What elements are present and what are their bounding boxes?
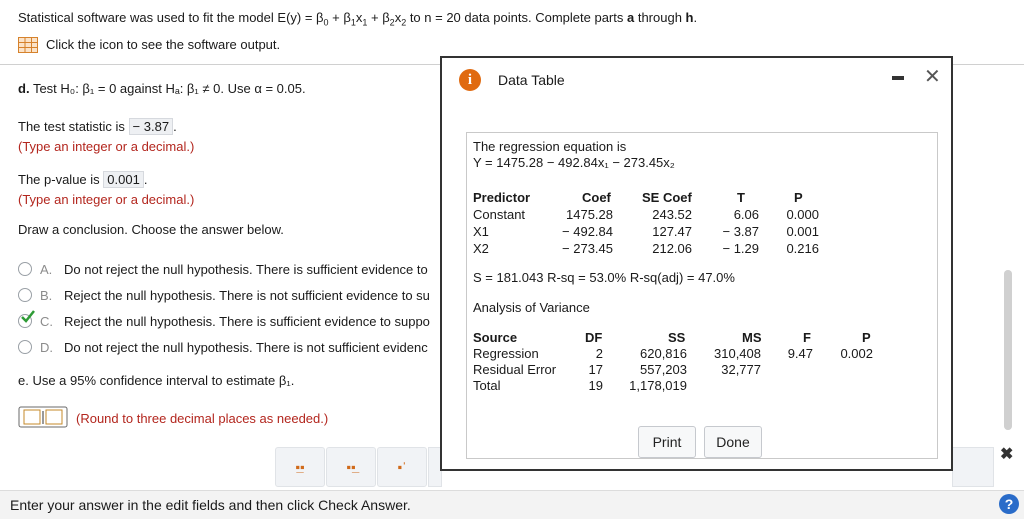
test-stat-answer[interactable]: − 3.87 xyxy=(129,118,174,135)
coef-header: SE Coef xyxy=(642,190,692,205)
fraction-icon: ▪̲▪ xyxy=(295,459,305,475)
checkmark-icon xyxy=(21,310,35,324)
info-icon: i xyxy=(459,69,481,91)
radio-button-selected[interactable] xyxy=(18,314,32,328)
anova-header: MS xyxy=(742,330,762,345)
table-cell: 9.47 xyxy=(787,346,813,361)
scrollbar[interactable] xyxy=(1004,270,1012,430)
radio-button[interactable] xyxy=(18,288,32,302)
table-cell: 32,777 xyxy=(721,362,761,377)
pvalue-row: The p-value is 0.001 . xyxy=(18,172,148,187)
scrollbar-thumb[interactable] xyxy=(1004,270,1012,430)
table-cell: 19 xyxy=(588,378,603,393)
mixed-number-tool-button[interactable] xyxy=(326,447,376,487)
close-icon[interactable]: ✕ xyxy=(924,66,941,88)
coef-header: Coef xyxy=(582,190,611,205)
option-d[interactable]: D. Do not reject the null hypothesis. There is not sufficient evidenc xyxy=(18,337,428,357)
mixed-number-icon: ▪▪̲ xyxy=(346,459,356,475)
table-cell: X1 xyxy=(473,224,489,239)
hint-integer-decimal: (Type an integer or a decimal.) xyxy=(18,139,195,154)
software-output xyxy=(466,132,938,459)
table-cell: Residual Error xyxy=(473,362,557,377)
equation: Y = 1475.28 − 492.84x₁ − 273.45x₂ xyxy=(473,155,675,170)
anova-header: F xyxy=(803,330,811,345)
table-cell: 310,408 xyxy=(714,346,761,361)
data-table-dialog xyxy=(440,56,953,471)
anova-header: SS xyxy=(668,330,686,345)
table-cell: 1475.28 xyxy=(566,207,613,222)
dialog-title: Data Table xyxy=(498,72,565,88)
table-cell: 0.000 xyxy=(786,207,819,222)
radio-button[interactable] xyxy=(18,262,32,276)
hint-integer-decimal-2: (Type an integer or a decimal.) xyxy=(18,192,195,207)
table-cell: 17 xyxy=(588,362,603,377)
table-cell: − 1.29 xyxy=(722,241,759,256)
table-cell: 620,816 xyxy=(640,346,687,361)
icon-hint: Click the icon to see the software output. xyxy=(46,37,281,52)
anova-title: Analysis of Variance xyxy=(473,300,590,315)
table-cell: 212.06 xyxy=(652,241,692,256)
done-button[interactable]: Done xyxy=(704,426,762,458)
interval-answer-box[interactable] xyxy=(18,406,68,428)
table-cell: 243.52 xyxy=(652,207,692,222)
print-button[interactable]: Print xyxy=(638,426,696,458)
anova-header: DF xyxy=(585,330,603,345)
table-cell: 127.47 xyxy=(652,224,692,239)
table-cell: − 3.87 xyxy=(722,224,759,239)
pvalue-answer[interactable]: 0.001 xyxy=(103,171,144,188)
help-icon[interactable]: ? xyxy=(999,494,1019,514)
option-b[interactable]: B. Reject the null hypothesis. There is not sufficient evidence to su xyxy=(18,285,430,305)
instructions: Statistical software was used to fit the model $E(y) = \beta_0 + \beta_1x_1 + \beta_2x_2$ to n = 20 data points. Complete parts a through h. xyxy=(18,10,698,28)
exponent-icon: ▪ˈ xyxy=(397,459,407,475)
question-e: e. Use a 95% confidence interval to estimate β₁. xyxy=(18,373,295,388)
table-cell: 0.216 xyxy=(786,241,819,256)
table-cell: 0.001 xyxy=(786,224,819,239)
status-text: Enter your answer in the edit fields and then click Check Answer. xyxy=(10,497,411,513)
table-cell: − 273.45 xyxy=(562,241,613,256)
option-a[interactable]: A. Do not reject the null hypothesis. There is sufficient evidence to xyxy=(18,259,428,279)
question-d: d. Test H₀: β₁ = 0 against Hₐ: β₁ ≠ 0. Use α = 0.05. xyxy=(18,81,306,96)
round-hint: (Round to three decimal places as needed.) xyxy=(76,411,329,426)
table-cell: 0.002 xyxy=(840,346,873,361)
coef-header: Predictor xyxy=(473,190,531,205)
anova-header: P xyxy=(862,330,871,345)
table-cell: − 492.84 xyxy=(562,224,613,239)
table-cell: Total xyxy=(473,378,501,393)
table-cell: 1,178,019 xyxy=(629,378,687,393)
coef-header: T xyxy=(737,190,745,205)
test-stat-row: The test statistic is − 3.87 . xyxy=(18,119,177,134)
coef-header: P xyxy=(794,190,803,205)
table-cell: 557,203 xyxy=(640,362,687,377)
fraction-tool-button[interactable] xyxy=(275,447,325,487)
exponent-tool-button[interactable] xyxy=(377,447,427,487)
close-toolbar-icon[interactable]: ✖ xyxy=(1000,446,1014,463)
option-c[interactable]: C. Reject the null hypothesis. There is sufficient evidence to suppo xyxy=(18,311,430,331)
model-summary: S = 181.043 R-sq = 53.0% R-sq(adj) = 47.0% xyxy=(473,270,735,285)
spreadsheet-icon[interactable] xyxy=(18,37,38,53)
table-cell: Constant xyxy=(473,207,526,222)
table-cell: 6.06 xyxy=(733,207,759,222)
radio-button[interactable] xyxy=(18,340,32,354)
table-cell: Regression xyxy=(473,346,539,361)
equation-title: The regression equation is xyxy=(473,139,627,154)
anova-header: Source xyxy=(473,330,518,345)
table-cell: 2 xyxy=(595,346,603,361)
conclusion-prompt: Draw a conclusion. Choose the answer below. xyxy=(18,222,284,237)
toolbar-btn-right[interactable] xyxy=(952,447,994,487)
minimize-icon[interactable] xyxy=(892,76,904,80)
table-cell: X2 xyxy=(473,241,489,256)
